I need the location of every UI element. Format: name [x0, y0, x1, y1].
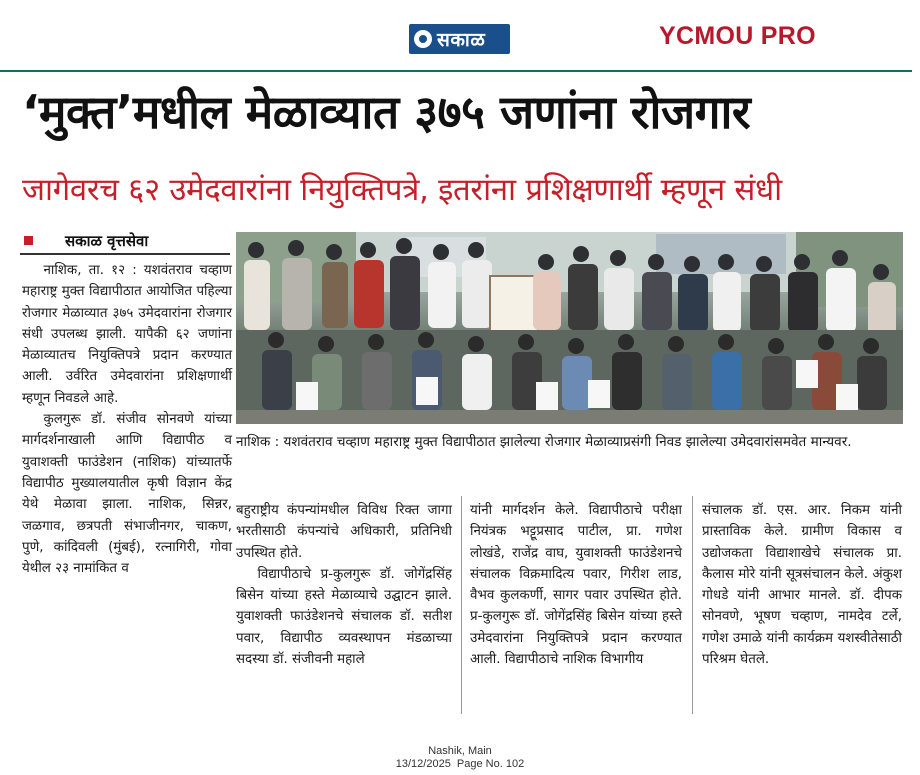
byline-bullet-icon: [24, 236, 33, 245]
byline: [20, 231, 230, 255]
sakal-logo: [409, 24, 510, 54]
article-column-4: [702, 500, 902, 670]
article-headline: ‘मुक्त’मधील मेळाव्यात ३७५ जणांना रोजगार: [22, 85, 751, 139]
sakal-emblem-icon: [414, 30, 432, 48]
paragraph: बहुराष्ट्रीय कंपन्यांमधील विविध रिक्त जागा भरतीसाठी कंपन्यांचे अधिकारी, प्रतिनिधी उपस्थित होते.: [236, 503, 452, 561]
event-photo: [236, 232, 903, 424]
paragraph: विद्यापीठाचे प्र-कुलगुरू डॉ. जोगेंद्रसिंह बिसेन यांच्या हस्ते मेळाव्याचे उद्घाटन झाले. युवाशक्ती फाउंडेशनचे संचालक डॉ. सतीश पवार, विद्यापीठ व्यवस्थापन मंडळाच्या सदस्या डॉ. संजीवनी महाले: [236, 566, 452, 668]
article-column-1: [22, 260, 232, 579]
paragraph: कुलगुरू डॉ. संजीव सोनवणे यांच्या मार्गदर्शनाखाली आणि विद्यापीठ व युवाशक्ती फाउंडेशन (नाशिक) यांच्यातर्फे विद्यापीठ मुख्यालयातील कृषी विज्ञान केंद्र येथे मेळावा झाला. नाशिक, सिन्नर, जळगाव, छत्रपती संभाजीनगर, चाकण, पुणे, कांदिवली (मुंबई), रत्नागिरी, गोवा येथील २३ नामांकित व: [22, 412, 232, 577]
page-footer: [0, 745, 920, 771]
paragraph: नाशिक, ता. १२ : यशवंतराव चव्हाण महाराष्ट्र मुक्त विद्यापीठात आयोजित पहिल्या रोजगार मेळाव्यात ३७५ उमेदवारांना रोजगार संधी उपलब्ध झाली. यापैकी ६२ जणांना मेळाव्यातच नियुक्तिपत्रे प्रदान करण्यात आली. उर्वरित उमेदवारांना प्रशिक्षणार्थी म्हणून निवडले आहे.: [22, 263, 232, 406]
date-page-label: 13/12/2025 Page No. 102: [395, 758, 525, 770]
byline-text: सकाळ वृत्तसेवा: [65, 232, 149, 250]
logo-text: सकाळ: [437, 29, 486, 51]
photo-caption: नाशिक : यशवंतराव चव्हाण महाराष्ट्र मुक्त विद्यापीठात झालेल्या रोजगार मेळाव्याप्रसंगी निवड झालेल्या उमेदवारांसमवेत मान्यवर.: [236, 434, 852, 450]
column-divider: [461, 496, 462, 714]
paragraph: संचालक डॉ. एस. आर. निकम यांनी प्रास्ताविक केले. ग्रामीण विकास व उद्योजकता विद्याशाखेचे संचालक प्रा. कैलास मोरे यांनी सूत्रसंचालन केले. अंकुश गोधडे यांनी आभार मानले. डॉ. दीपक सोनवणे, भूषण चव्हाण, नामदेव टर्ले, गणेश उमाळे यांनी कार्यक्रम यशस्वीतेसाठी परिश्रम घेतले.: [702, 503, 902, 668]
article-column-2: [236, 500, 452, 670]
brand-title: YCMOU PRO: [659, 22, 816, 50]
masthead-divider: [0, 70, 912, 72]
column-divider: [692, 496, 693, 714]
group-photo-illustration: [236, 232, 903, 424]
paragraph: यांनी मार्गदर्शन केले. विद्यापीठाचे परीक्षा नियंत्रक भट्टूप्रसाद पाटील, प्रा. गणेश लोखंडे, राजेंद्र वाघ, युवाशक्ती फाउंडेशनचे संचालक विक्रमादित्य पवार, गिरीश लाड, वैभव कुलकर्णी, सागर पवार उपस्थित होते. प्र-कुलगुरू डॉ. जोगेंद्रसिंह बिसेन यांच्या हस्ते उमेदवारांना नियुक्तिपत्रे प्रदान करण्यात आली. विद्यापीठाचे नाशिक विभागीय: [470, 503, 682, 668]
edition-label: Nashik, Main: [428, 745, 492, 757]
article-column-3: [470, 500, 682, 670]
article-subheadline: जागेवरच ६२ उमेदवारांना नियुक्तिपत्रे, इतरांना प्रशिक्षणार्थी म्हणून संधी: [22, 172, 782, 208]
